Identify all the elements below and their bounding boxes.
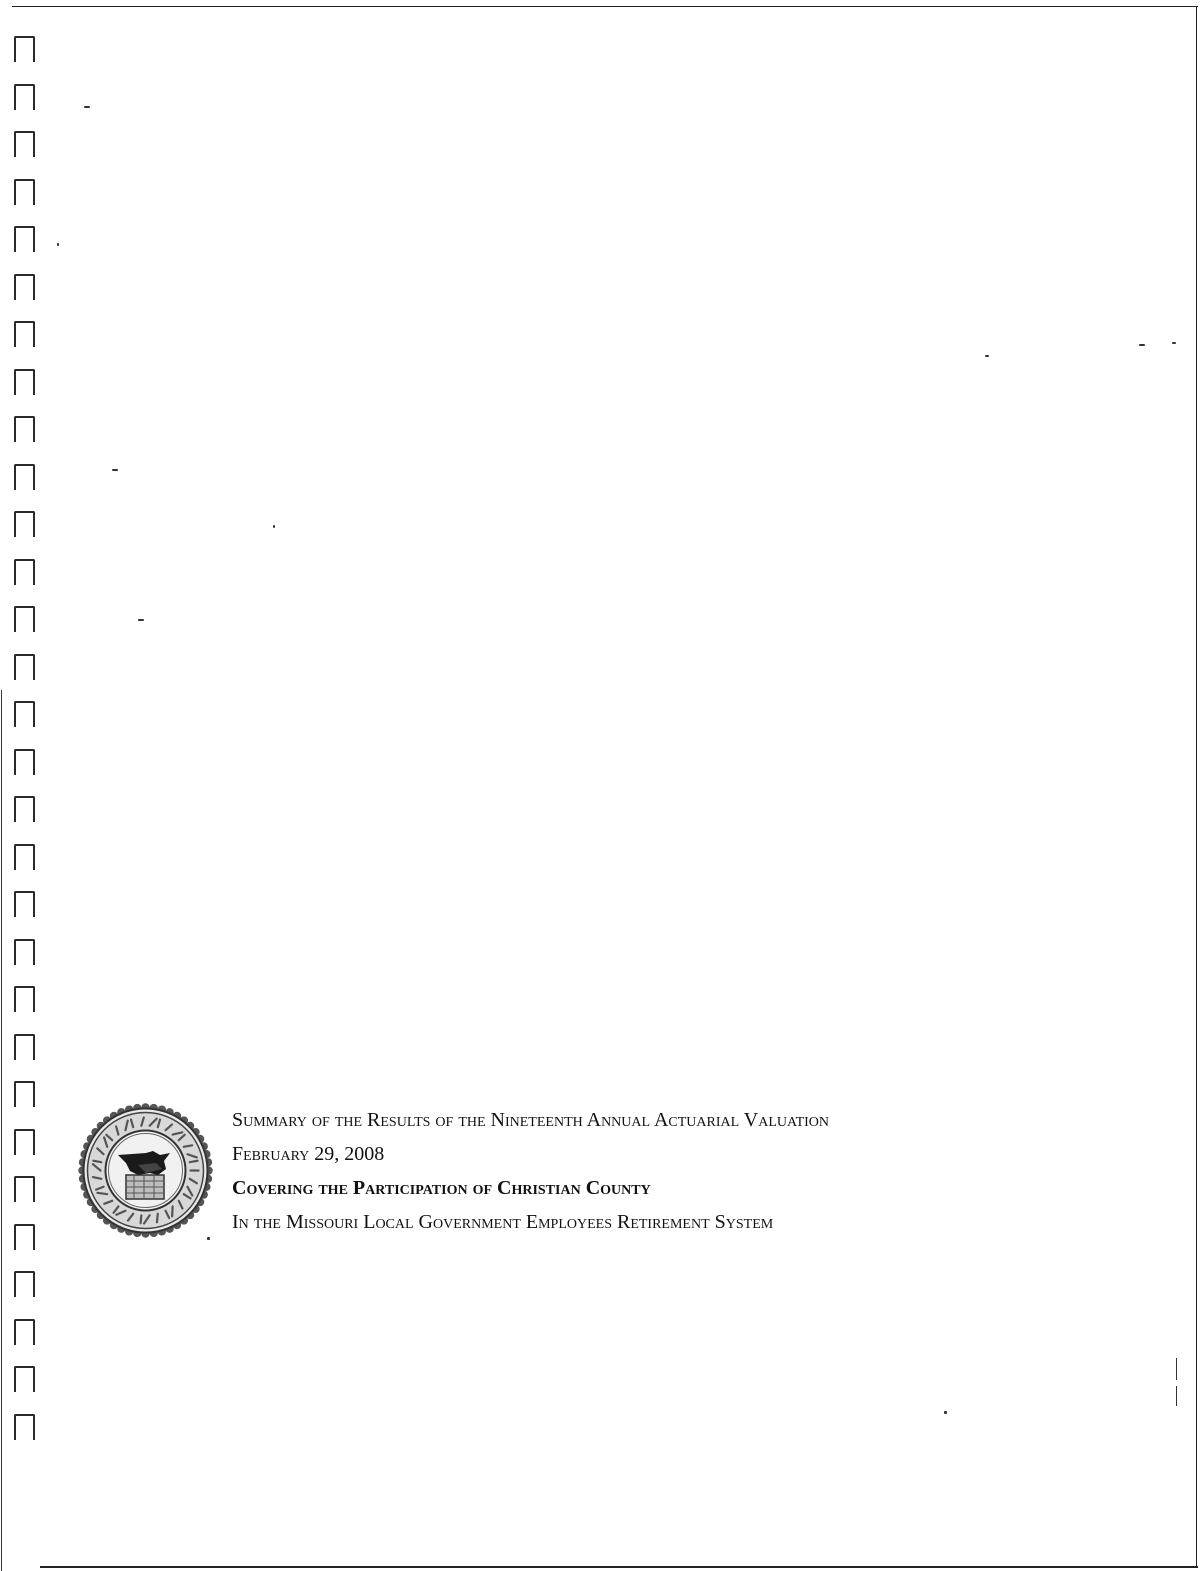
binding-hole <box>14 274 35 294</box>
binding-hole <box>14 1129 35 1149</box>
binding-hole <box>14 701 35 721</box>
seal-letter-mark <box>157 1214 158 1222</box>
missouri-state-seal-icon <box>78 1103 213 1238</box>
seal-letter-mark <box>93 1161 101 1162</box>
binding-hole <box>14 84 35 104</box>
scan-speck <box>57 243 59 246</box>
binding-hole <box>14 796 35 816</box>
binding-hole <box>14 986 35 1006</box>
report-subject: Covering the Participation of Christian County <box>232 1177 651 1199</box>
scan-mark <box>1176 1358 1177 1380</box>
report-date-text: February 29, 2008 <box>232 1143 385 1165</box>
seal-letter-mark <box>141 1215 142 1223</box>
binding-hole <box>14 654 35 674</box>
binding-hole <box>14 1081 35 1101</box>
scan-speck <box>112 469 118 471</box>
scan-speck <box>84 106 90 108</box>
binding-hole <box>14 464 35 484</box>
seal-letter-mark <box>184 1145 192 1146</box>
binding-hole <box>14 416 35 436</box>
scan-speck <box>1139 344 1145 346</box>
report-title: Summary of the Results of the Nineteenth Annual Actuarial Valuation <box>232 1109 830 1131</box>
binding-hole <box>14 1034 35 1054</box>
binding-hole <box>14 606 35 626</box>
scan-speck <box>985 355 989 357</box>
scan-speck <box>1172 342 1176 344</box>
binding-hole <box>14 1176 35 1196</box>
seal-graphic <box>78 1103 213 1238</box>
page-edge-left <box>1 690 2 1571</box>
binding-hole <box>14 511 35 531</box>
binding-hole <box>14 891 35 911</box>
report-system: In the Missouri Local Government Employees Retirement System <box>232 1211 774 1233</box>
binding-hole <box>14 369 35 389</box>
binding-hole <box>14 1224 35 1244</box>
scan-speck <box>138 619 144 621</box>
scan-speck <box>273 525 275 528</box>
binding-hole <box>14 1319 35 1339</box>
binding-hole <box>14 1366 35 1386</box>
binding-hole <box>14 1271 35 1291</box>
binding-hole <box>14 844 35 864</box>
binding-hole <box>14 321 35 341</box>
binding-hole <box>14 749 35 769</box>
cover-title-block <box>232 1103 1052 1239</box>
report-date <box>232 1137 1052 1171</box>
binding-hole <box>14 131 35 151</box>
page-edge-bottom <box>40 1566 1198 1568</box>
binding-hole <box>14 939 35 959</box>
scan-mark <box>1176 1386 1177 1406</box>
binding-hole <box>14 179 35 199</box>
binding-hole <box>14 226 35 246</box>
binding-hole <box>14 1414 35 1434</box>
page-edge-right <box>1196 6 1197 1566</box>
binding-hole <box>14 36 35 56</box>
page-edge-top <box>12 6 1198 7</box>
seal-letter-mark <box>190 1161 198 1162</box>
scan-speck <box>944 1411 947 1414</box>
binding-hole <box>14 559 35 579</box>
seal-letter-mark <box>97 1193 107 1194</box>
